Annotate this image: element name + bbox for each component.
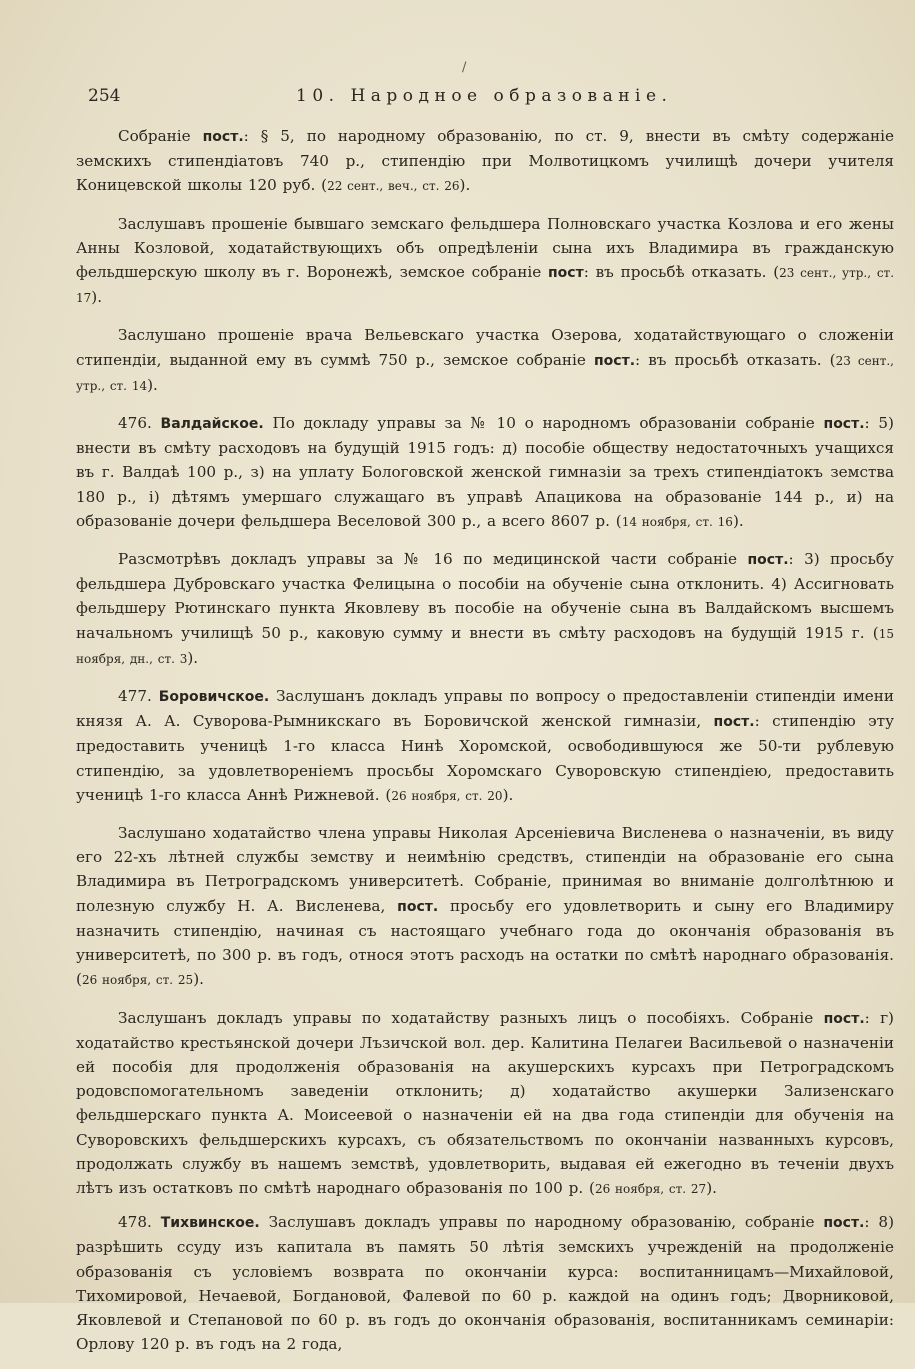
resolution-keyword: пост. <box>747 552 789 569</box>
citation: 15 ноября, дн., ст. 3 <box>76 626 894 666</box>
page-header <box>88 86 888 110</box>
paragraph: 476. Валдайское. По докладу управы за № 10 о народномъ образованіи собраніе пост.: 5) внести въ смѣту расходовъ на будущій 1915 годъ: д) пособіе обществу недостаточныхъ учащихся въ г. Валдаѣ 100 р., з) на уплату Бологовской женской гимназіи за трехъ стипендіатокъ земства 180 р., і) дѣтямъ умершаго служащаго въ управѣ Апацикова на образованіе 144 р., и) на образованіе дочери фельдшера Веселовой 300 р., а всего 8607 р. (14 ноября, ст. 16). <box>76 414 894 530</box>
resolution-keyword: пост. <box>202 129 244 145</box>
section-heading: Тихвинское. <box>160 1215 260 1232</box>
resolution-keyword: пост. <box>823 1215 865 1232</box>
resolution-keyword: пост. <box>713 714 755 731</box>
citation: 26 ноября, ст. 27 <box>594 1181 707 1196</box>
citation: 26 ноября, ст. 25 <box>81 973 194 988</box>
citation: 23 сент., утр., ст. 17 <box>76 266 895 306</box>
paragraph: Разсмотрѣвъ докладъ управы за № 16 по медицинской части собраніе пост.: 3) просьбу фельдшера Дубровскаго участка Фелицына о пособіи на обученіе сына отклонить. 4) Ассигновать фельдшеру Рютинскаго пункта Яковлеву въ пособіе на обученіе сына въ Валдайскомъ высшемъ начальномъ училищѣ 50 р., каковую сумму и внести въ смѣту расходовъ на будущій 1915 г. (15 ноября, дн., ст. 3). <box>76 550 894 667</box>
resolution-keyword: пост. <box>823 416 865 433</box>
body-text <box>76 124 894 1369</box>
running-title: 10. Народное образованіе. <box>296 86 673 106</box>
citation: 14 ноября, ст. 16 <box>621 514 733 529</box>
page-number: 254 <box>88 86 121 106</box>
citation: 23 сент., утр., ст. 14 <box>76 353 894 393</box>
paragraph: Заслушано прошеніе врача Вельевскаго участка Озерова, ходатайствующаго о сложеніи стипендіи, выданной ему въ суммѣ 750 р., земское собраніе пост.: въ просьбѣ отказать. (23 сент., утр., ст. 14). <box>76 326 894 394</box>
resolution-keyword: пост <box>548 265 584 282</box>
citation: 22 сент., веч., ст. 26 <box>327 179 460 194</box>
resolution-keyword: пост. <box>823 1010 865 1027</box>
paragraph: 478. Тихвинское. Заслушавъ докладъ управы по народному образованію, собраніе пост.: 8) разрѣшить ссуду изъ капитала въ память 50 лѣтія земскихъ учрежденій на продолженіе образованія съ условіемъ возврата по окончаніи курса: воспитанницамъ—Михайловой, Тихомировой, Нечаевой, Богдановой, Фалевой по 60 р. каждой на одинъ годъ; Дворниковой, Яковлевой и Степановой по 60 р. въ годъ до окончанія образованія, воспитанникамъ семинаріи: Орлову 120 р. въ годъ на 2 года, <box>76 1213 894 1354</box>
section-heading: Боровичское. <box>158 689 270 706</box>
resolution-keyword: пост. <box>397 898 439 915</box>
paragraph: Заслушанъ докладъ управы по ходатайству разныхъ лицъ о пособіяхъ. Собраніе пост.: г) ходатайство крестьянской дочери Лъзичской вол. дер. Калитина Пелагеи Васильевой о назначеніи ей пособія для продолженія образованія на акушерскихъ курсахъ при Петроградскомъ родовспомогательномъ заведеніи отклонить; д) ходатайство акушерки Зализенскаго фельдшерскаго пункта А. Моисеевой о назначеніи ей на два года стипендіи для обученія на Суворовскихъ фельдшерскихъ курсахъ, съ обязательствомъ по окончаніи названныхъ курсовъ, продолжать службу въ нашемъ земствѣ, удовлетворить, выдавая ей ежегодно въ теченіи двухъ лѣтъ изъ остатковъ по смѣтѣ народнаго образованія по 100 р. (26 ноября, ст. 27). <box>76 1008 894 1197</box>
citation: 26 ноября, ст. 20 <box>391 788 503 803</box>
paragraph: Заслушавъ прошеніе бывшаго земскаго фельдшера Полновскаго участка Козлова и его жены Анны Козловой, ходатайствующихъ объ опредѣленіи сына ихъ Владимира въ гражданскую фельдшерскую школу въ г. Воронежѣ, земское собраніе пост: въ просьбѣ отказать. (23 сент., утр., ст. 17). <box>76 214 895 307</box>
paragraph: Собраніе пост.: § 5, по народному образованію, по ст. 9, внести въ смѣту содержаніе земскихъ стипендіатовъ 740 р., стипендію при Молвотицкомъ училищѣ дочери учителя Коницевской школы 120 руб. (22 сент., веч., ст. 26). <box>76 127 894 195</box>
paragraph: Заслушано ходатайство члена управы Николая Арсеніевича Висленева о назначеніи, въ виду его 22-хъ лѣтней службы земству и неимѣнію средствъ, стипендіи на образованіе его сына Владимира въ Петроградскомъ университетѣ. Собраніе, принимая во вниманіе долголѣтнюю и полезную службу Н. А. Висленева, пост. просьбу его удовлетворить и сыну его Владимиру назначить стипендію, начиная съ настоящаго учебнаго года до окончанія образованія въ университетѣ, по 300 р. въ годъ, относя этотъ расходъ на остатки по смѣтѣ народнаго образованія. (26 ноября, ст. 25). <box>76 824 894 989</box>
paragraph: 477. Боровичское. Заслушанъ докладъ управы по вопросу о предоставленіи стипендіи имени князя А. А. Суворова-Рымникскаго въ Боровичской женской гимназіи, пост.: стипендію эту предоставить ученицѣ 1-го класса Нинѣ Хоромской, освободившуюся же 50-ти рублевую стипендію, за удовлетвореніемъ просьбы Хоромскаго Суворовскую стипендіею, предоставить ученицѣ 1-го класса Аннѣ Рижневой. (26 ноября, ст. 20). <box>76 687 895 804</box>
pencil-mark: / <box>462 60 467 75</box>
resolution-keyword: пост. <box>593 352 636 369</box>
section-heading: Валдайское. <box>160 416 264 433</box>
